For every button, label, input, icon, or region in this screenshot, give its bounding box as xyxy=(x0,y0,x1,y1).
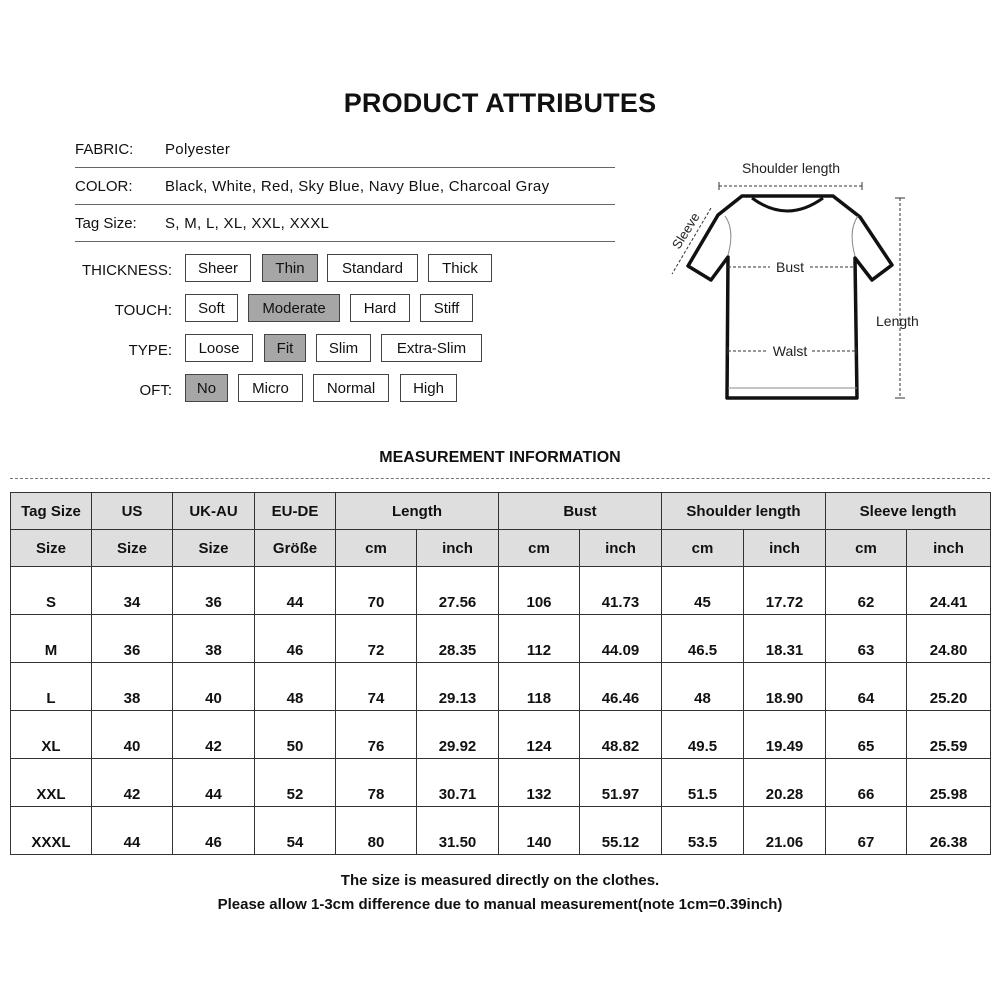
table-row xyxy=(11,615,991,663)
table-cell: 20.28 xyxy=(744,759,826,807)
type-option-slim[interactable]: Slim xyxy=(316,334,371,362)
oft-option-micro[interactable]: Micro xyxy=(238,374,303,402)
table-cell: 30.71 xyxy=(417,759,499,807)
subheader-cell: Size xyxy=(92,530,173,567)
bust-label: Bust xyxy=(775,259,805,275)
table-cell: 44.09 xyxy=(580,615,662,663)
thickness-option-thick[interactable]: Thick xyxy=(428,254,492,282)
thickness-option-sheer[interactable]: Sheer xyxy=(185,254,251,282)
header-cell: EU-DE xyxy=(255,493,336,530)
table-cell: 44 xyxy=(173,759,255,807)
table-cell: 64 xyxy=(826,663,907,711)
table-cell: 53.5 xyxy=(662,807,744,855)
table-cell: 140 xyxy=(499,807,580,855)
table-cell: 124 xyxy=(499,711,580,759)
tshirt-diagram xyxy=(655,150,935,410)
table-cell: 26.38 xyxy=(907,807,991,855)
table-cell: 51.5 xyxy=(662,759,744,807)
table-cell: M xyxy=(11,615,92,663)
divider xyxy=(75,204,615,205)
table-cell: 29.13 xyxy=(417,663,499,711)
table-cell: 49.5 xyxy=(662,711,744,759)
table-cell: 44 xyxy=(92,807,173,855)
table-cell: 40 xyxy=(173,663,255,711)
table-cell: 18.31 xyxy=(744,615,826,663)
table-cell: XXXL xyxy=(11,807,92,855)
table-cell: 62 xyxy=(826,567,907,615)
table-cell: 65 xyxy=(826,711,907,759)
table-cell: 48 xyxy=(662,663,744,711)
touch-option-stiff[interactable]: Stiff xyxy=(420,294,473,322)
oft-option-no[interactable]: No xyxy=(185,374,228,402)
table-cell: 74 xyxy=(336,663,417,711)
table-header-row xyxy=(11,493,991,530)
table-cell: 54 xyxy=(255,807,336,855)
subheader-cell: cm xyxy=(826,530,907,567)
table-cell: 48 xyxy=(255,663,336,711)
oft-option-high[interactable]: High xyxy=(400,374,457,402)
table-cell: 44 xyxy=(255,567,336,615)
table-cell: 67 xyxy=(826,807,907,855)
table-cell: 45 xyxy=(662,567,744,615)
tag-size-row xyxy=(75,215,615,251)
table-cell: 46.46 xyxy=(580,663,662,711)
sleeve-label: Sleeve xyxy=(668,209,703,252)
table-cell: 38 xyxy=(173,615,255,663)
subheader-cell: inch xyxy=(417,530,499,567)
header-cell: UK-AU xyxy=(173,493,255,530)
header-cell: Length xyxy=(336,493,499,530)
subheader-cell: inch xyxy=(744,530,826,567)
fabric-row xyxy=(75,141,615,177)
touch-option-soft[interactable]: Soft xyxy=(185,294,238,322)
table-cell: 112 xyxy=(499,615,580,663)
table-cell: 63 xyxy=(826,615,907,663)
oft-label: OFT: xyxy=(139,382,172,399)
table-cell: 55.12 xyxy=(580,807,662,855)
table-cell: 18.90 xyxy=(744,663,826,711)
table-cell: 42 xyxy=(173,711,255,759)
type-option-loose[interactable]: Loose xyxy=(185,334,253,362)
table-cell: 25.59 xyxy=(907,711,991,759)
table-cell: S xyxy=(11,567,92,615)
table-cell: 40 xyxy=(92,711,173,759)
table-cell: XXL xyxy=(11,759,92,807)
table-cell: 118 xyxy=(499,663,580,711)
header-cell: Shoulder length xyxy=(662,493,826,530)
touch-option-moderate[interactable]: Moderate xyxy=(248,294,340,322)
oft-option-normal[interactable]: Normal xyxy=(313,374,389,402)
page-title: PRODUCT ATTRIBUTES xyxy=(343,88,657,118)
table-cell: 34 xyxy=(92,567,173,615)
header-cell: Sleeve length xyxy=(826,493,991,530)
waist-label: Walst xyxy=(772,343,808,359)
header-cell: Bust xyxy=(499,493,662,530)
subheader-cell: inch xyxy=(580,530,662,567)
type-option-extra-slim[interactable]: Extra-Slim xyxy=(381,334,482,362)
table-cell: 29.92 xyxy=(417,711,499,759)
subheader-cell: Größe xyxy=(255,530,336,567)
table-cell: 72 xyxy=(336,615,417,663)
length-label: Length xyxy=(876,313,919,329)
type-option-fit[interactable]: Fit xyxy=(264,334,306,362)
table-cell: 42 xyxy=(92,759,173,807)
measurement-table xyxy=(10,492,991,855)
table-row xyxy=(11,567,991,615)
table-cell: 46 xyxy=(255,615,336,663)
color-value: Black, White, Red, Sky Blue, Navy Blue, Charcoal Gray xyxy=(165,178,550,195)
table-cell: 106 xyxy=(499,567,580,615)
shoulder-length-label: Shoulder length xyxy=(741,160,841,176)
table-row xyxy=(11,711,991,759)
touch-label: TOUCH: xyxy=(114,302,172,319)
divider xyxy=(75,241,615,242)
table-cell: 132 xyxy=(499,759,580,807)
table-row xyxy=(11,759,991,807)
table-cell: 27.56 xyxy=(417,567,499,615)
table-cell: L xyxy=(11,663,92,711)
table-cell: 46.5 xyxy=(662,615,744,663)
measurement-note: The size is measured directly on the clothes. xyxy=(340,872,660,889)
dashed-divider xyxy=(10,478,990,479)
table-cell: 25.98 xyxy=(907,759,991,807)
table-cell: 31.50 xyxy=(417,807,499,855)
table-cell: 38 xyxy=(92,663,173,711)
color-row xyxy=(75,178,615,214)
table-cell: 36 xyxy=(92,615,173,663)
table-cell: 51.97 xyxy=(580,759,662,807)
thickness-option-thin[interactable]: Thin xyxy=(262,254,318,282)
tshirt-outline xyxy=(688,196,892,398)
fabric-value: Polyester xyxy=(165,141,231,158)
thickness-label: THICKNESS: xyxy=(81,262,172,279)
table-row xyxy=(11,663,991,711)
color-label: COLOR: xyxy=(75,178,133,195)
subheader-cell: Size xyxy=(173,530,255,567)
table-cell: XL xyxy=(11,711,92,759)
table-cell: 66 xyxy=(826,759,907,807)
tag-size-label: Tag Size: xyxy=(75,215,137,232)
type-label: TYPE: xyxy=(128,342,172,359)
subheader-cell: cm xyxy=(336,530,417,567)
subheader-cell: inch xyxy=(907,530,991,567)
measurement-title: MEASUREMENT INFORMATION xyxy=(379,449,621,466)
table-cell: 80 xyxy=(336,807,417,855)
table-cell: 76 xyxy=(336,711,417,759)
table-subheader-row xyxy=(11,530,991,567)
table-row xyxy=(11,807,991,855)
table-cell: 21.06 xyxy=(744,807,826,855)
table-cell: 19.49 xyxy=(744,711,826,759)
subheader-cell: cm xyxy=(662,530,744,567)
tag-size-value: S, M, L, XL, XXL, XXXL xyxy=(165,215,330,232)
table-cell: 70 xyxy=(336,567,417,615)
table-cell: 28.35 xyxy=(417,615,499,663)
table-cell: 36 xyxy=(173,567,255,615)
thickness-option-standard[interactable]: Standard xyxy=(327,254,418,282)
subheader-cell: cm xyxy=(499,530,580,567)
table-cell: 50 xyxy=(255,711,336,759)
table-cell: 41.73 xyxy=(580,567,662,615)
header-cell: Tag Size xyxy=(11,493,92,530)
header-cell: US xyxy=(92,493,173,530)
table-cell: 48.82 xyxy=(580,711,662,759)
table-cell: 24.41 xyxy=(907,567,991,615)
fabric-label: FABRIC: xyxy=(75,141,134,158)
subheader-cell: Size xyxy=(11,530,92,567)
table-cell: 24.80 xyxy=(907,615,991,663)
table-cell: 46 xyxy=(173,807,255,855)
table-cell: 52 xyxy=(255,759,336,807)
touch-option-hard[interactable]: Hard xyxy=(350,294,410,322)
table-cell: 17.72 xyxy=(744,567,826,615)
divider xyxy=(75,167,615,168)
table-cell: 78 xyxy=(336,759,417,807)
measurement-note: Please allow 1-3cm difference due to manual measurement(note 1cm=0.39inch) xyxy=(217,896,783,913)
table-cell: 25.20 xyxy=(907,663,991,711)
